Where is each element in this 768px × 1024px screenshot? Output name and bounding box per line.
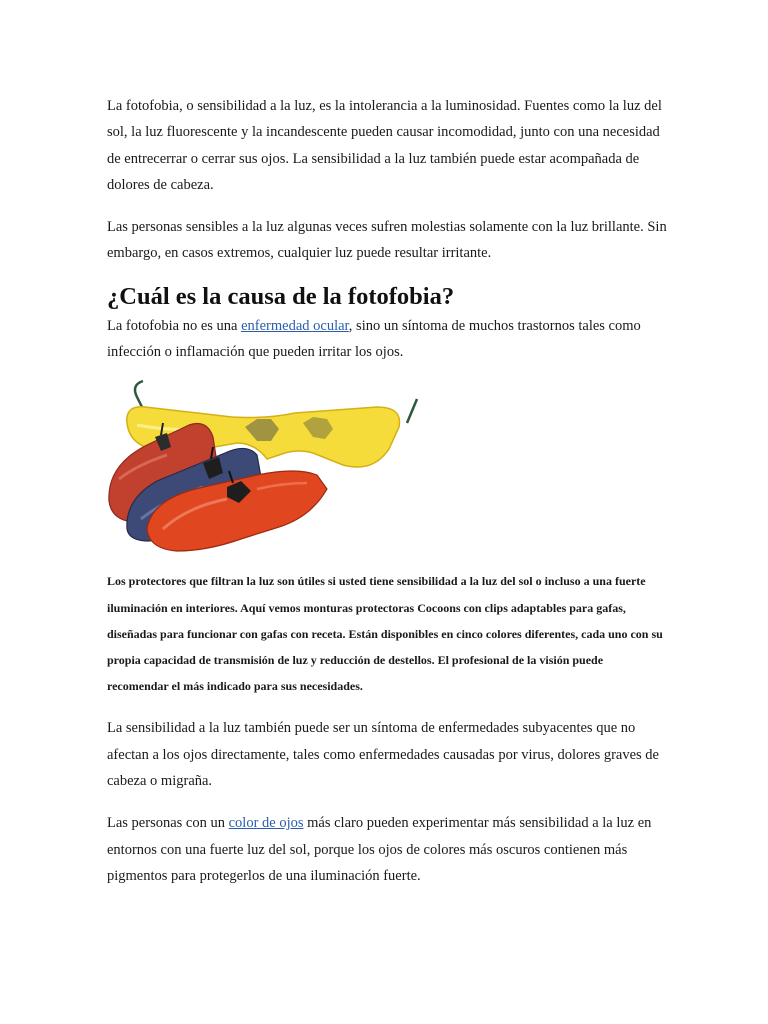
glasses-photo xyxy=(107,379,427,554)
intro-paragraph: La fotofobia, o sensibilidad a la luz, es la intolerancia a la luminosidad. Fuentes como la luz del sol, la luz fluorescente y la incandescente pueden causar incomodidad, junto con una necesidad de entrecerrar o cerrar sus ojos. La sensibilidad a la luz también puede estar acompañada de dolores de cabeza. xyxy=(107,98,662,193)
eye-color-link[interactable]: color de ojos xyxy=(228,815,304,832)
eye-color-text-start: Las personas con un xyxy=(107,815,229,832)
light-sensitivity-paragraph: Las personas sensibles a la luz algunas veces sufren molestias solamente con la luz brillante. Sin embargo, en casos extremos, cualquier luz puede resultar irritante. xyxy=(107,219,667,262)
underlying-disease-paragraph: La sensibilidad a la luz también puede ser un síntoma de enfermedades subyacentes que no afectan a los ojos directamente, tales como enfermedades causadas por virus, dolores graves de cabeza o migraña. xyxy=(107,720,659,789)
eye-color-text-end: más claro pueden experimentar más sensibilidad a la luz en entornos con una fuerte luz del sol, porque los ojos de colores más oscuros contienen más pigmentos para protegerlos de una iluminación fuerte. xyxy=(107,815,652,884)
eye-color-paragraph xyxy=(107,810,667,889)
article xyxy=(107,93,667,889)
cause-text-end: , sino un síntoma de muchos trastornos tales como infección o inflamación que pueden irritar los ojos. xyxy=(107,317,641,361)
sunglasses-icon xyxy=(107,379,427,554)
photo-caption: Los protectores que filtran la luz son útiles si usted tiene sensibilidad a la luz del sol o incluso a una fuerte iluminación en interiores. Aquí vemos monturas protectoras Cocoons con clips adaptables para gafas, diseñadas para funcionar con gafas con receta. Están disponibles en cinco colores diferentes, cada uno con su propia capacidad de transmisión de luz y reducción de destellos. El profesional de la visión puede recomendar el más indicado para sus necesidades. xyxy=(107,574,663,694)
cause-text-start: La fotofobia no es una xyxy=(107,317,242,334)
eye-disease-link[interactable]: enfermedad ocular xyxy=(241,317,349,334)
section-heading: ¿Cuál es la causa de la fotofobia? xyxy=(107,282,455,310)
cause-paragraph xyxy=(107,313,667,366)
